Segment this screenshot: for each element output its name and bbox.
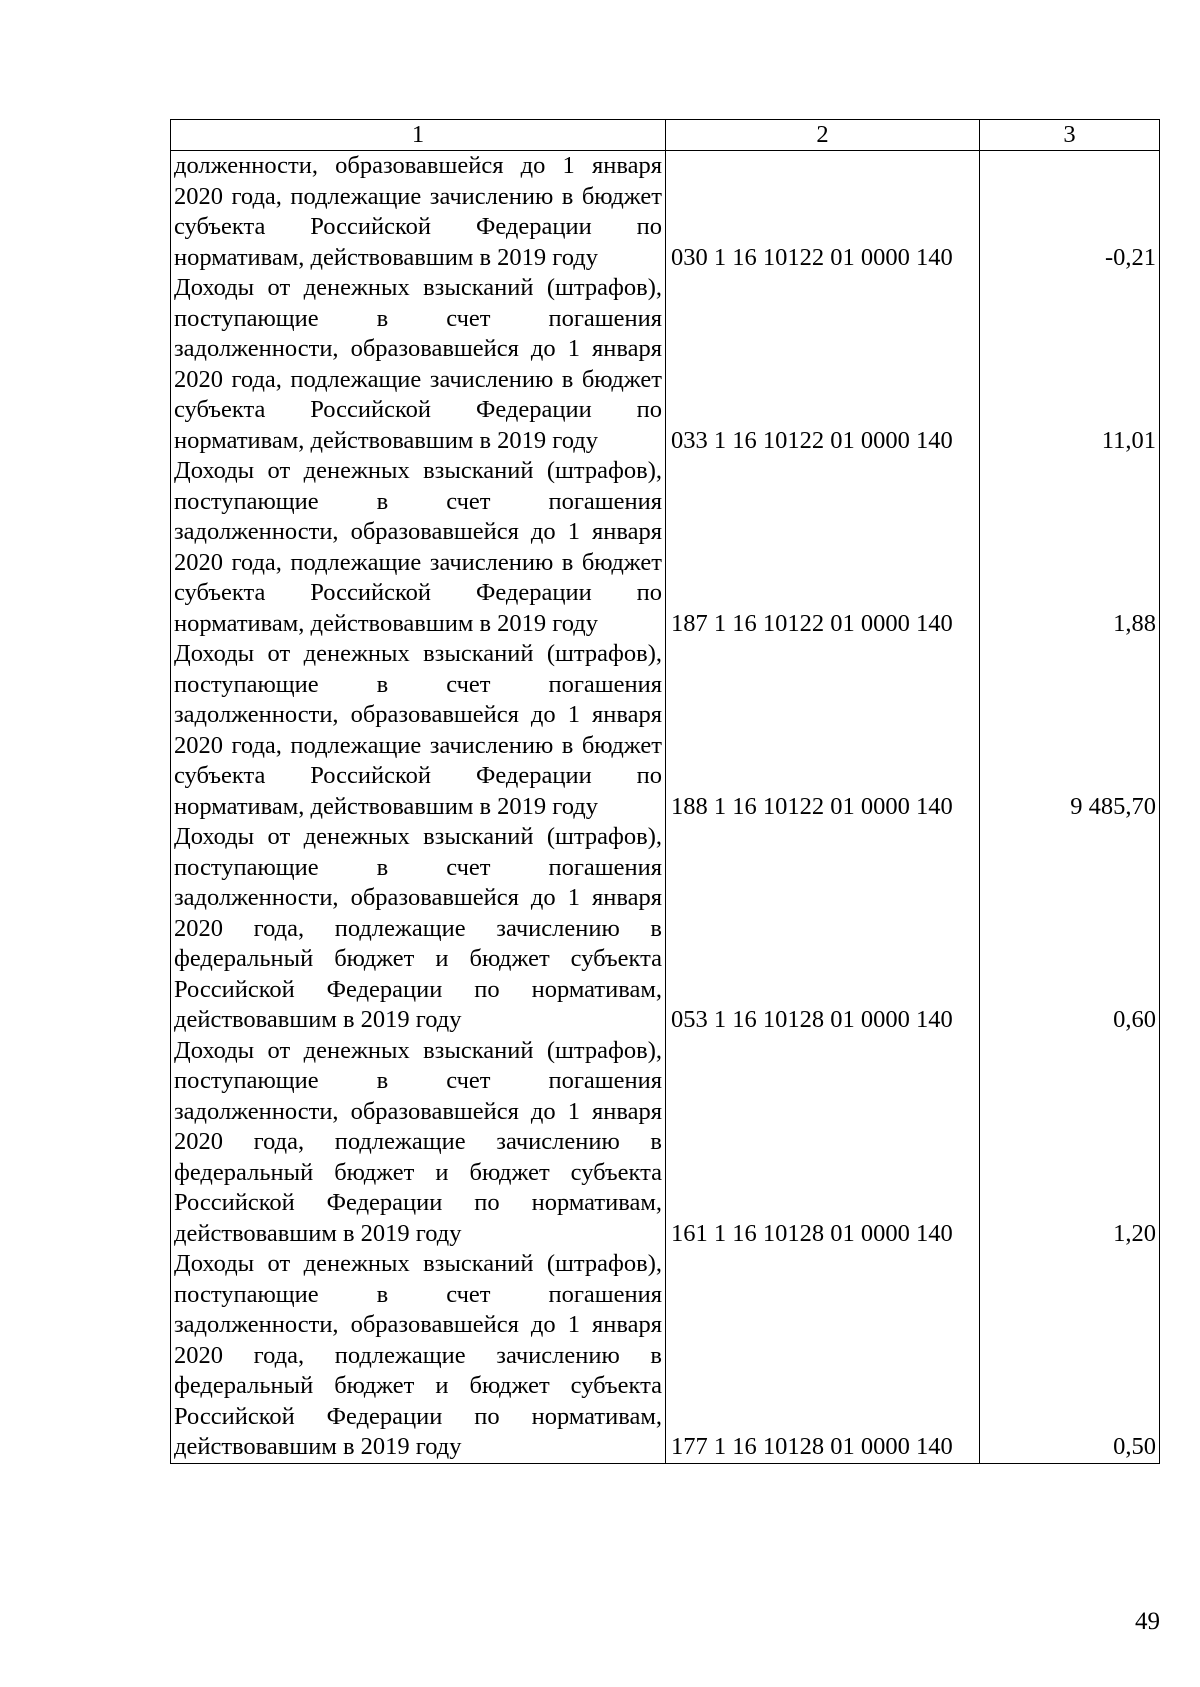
table-row (171, 151, 1160, 274)
column-header-3: 3 (980, 120, 1160, 151)
revenue-amount: 1,88 (980, 456, 1160, 639)
page-number: 49 (1135, 1608, 1160, 1635)
budget-classification-code: 187 1 16 10122 01 0000 140 (666, 456, 980, 639)
revenue-amount: 0,50 (980, 1249, 1160, 1463)
table-header-row (171, 120, 1160, 151)
table-row (171, 639, 1160, 822)
table-row (171, 1249, 1160, 1463)
revenue-description: Доходы от денежных взысканий (штрафов), поступающие в счет погашения задолженности, образовавшейся до 1 января 2020 года, подлежащие зачислению в федеральный бюджет и бюджет субъекта Российской Федерации по нормативам, действовавшим в 2019 году (171, 822, 666, 1036)
budget-classification-code: 188 1 16 10122 01 0000 140 (666, 639, 980, 822)
revenue-table (170, 119, 1160, 1464)
revenue-description: Доходы от денежных взысканий (штрафов), поступающие в счет погашения задолженности, образовавшейся до 1 января 2020 года, подлежащие зачислению в федеральный бюджет и бюджет субъекта Российской Федерации по нормативам, действовавшим в 2019 году (171, 1249, 666, 1463)
revenue-description: Доходы от денежных взысканий (штрафов), поступающие в счет погашения задолженности, образовавшейся до 1 января 2020 года, подлежащие зачислению в бюджет субъекта Российской Федерации по нормативам, действовавшим в 2019 году (171, 639, 666, 822)
table-row (171, 456, 1160, 639)
table-row (171, 822, 1160, 1036)
revenue-amount: 9 485,70 (980, 639, 1160, 822)
revenue-description: Доходы от денежных взысканий (штрафов), поступающие в счет погашения задолженности, образовавшейся до 1 января 2020 года, подлежащие зачислению в бюджет субъекта Российской Федерации по нормативам, действовавшим в 2019 году (171, 273, 666, 456)
budget-classification-code: 177 1 16 10128 01 0000 140 (666, 1249, 980, 1463)
revenue-amount: 11,01 (980, 273, 1160, 456)
budget-classification-code: 053 1 16 10128 01 0000 140 (666, 822, 980, 1036)
revenue-amount: 0,60 (980, 822, 1160, 1036)
table-row (171, 1036, 1160, 1250)
budget-classification-code: 033 1 16 10122 01 0000 140 (666, 273, 980, 456)
column-header-2: 2 (666, 120, 980, 151)
column-header-1: 1 (171, 120, 666, 151)
revenue-description: долженности, образовавшейся до 1 января 2020 года, подлежащие зачислению в бюджет субъекта Российской Федерации по нормативам, действовавшим в 2019 году (171, 151, 666, 274)
budget-classification-code: 161 1 16 10128 01 0000 140 (666, 1036, 980, 1250)
budget-classification-code: 030 1 16 10122 01 0000 140 (666, 151, 980, 274)
revenue-description: Доходы от денежных взысканий (штрафов), поступающие в счет погашения задолженности, образовавшейся до 1 января 2020 года, подлежащие зачислению в федеральный бюджет и бюджет субъекта Российской Федерации по нормативам, действовавшим в 2019 году (171, 1036, 666, 1250)
table-row (171, 273, 1160, 456)
revenue-amount: -0,21 (980, 151, 1160, 274)
revenue-description: Доходы от денежных взысканий (штрафов), поступающие в счет погашения задолженности, образовавшейся до 1 января 2020 года, подлежащие зачислению в бюджет субъекта Российской Федерации по нормативам, действовавшим в 2019 году (171, 456, 666, 639)
revenue-amount: 1,20 (980, 1036, 1160, 1250)
